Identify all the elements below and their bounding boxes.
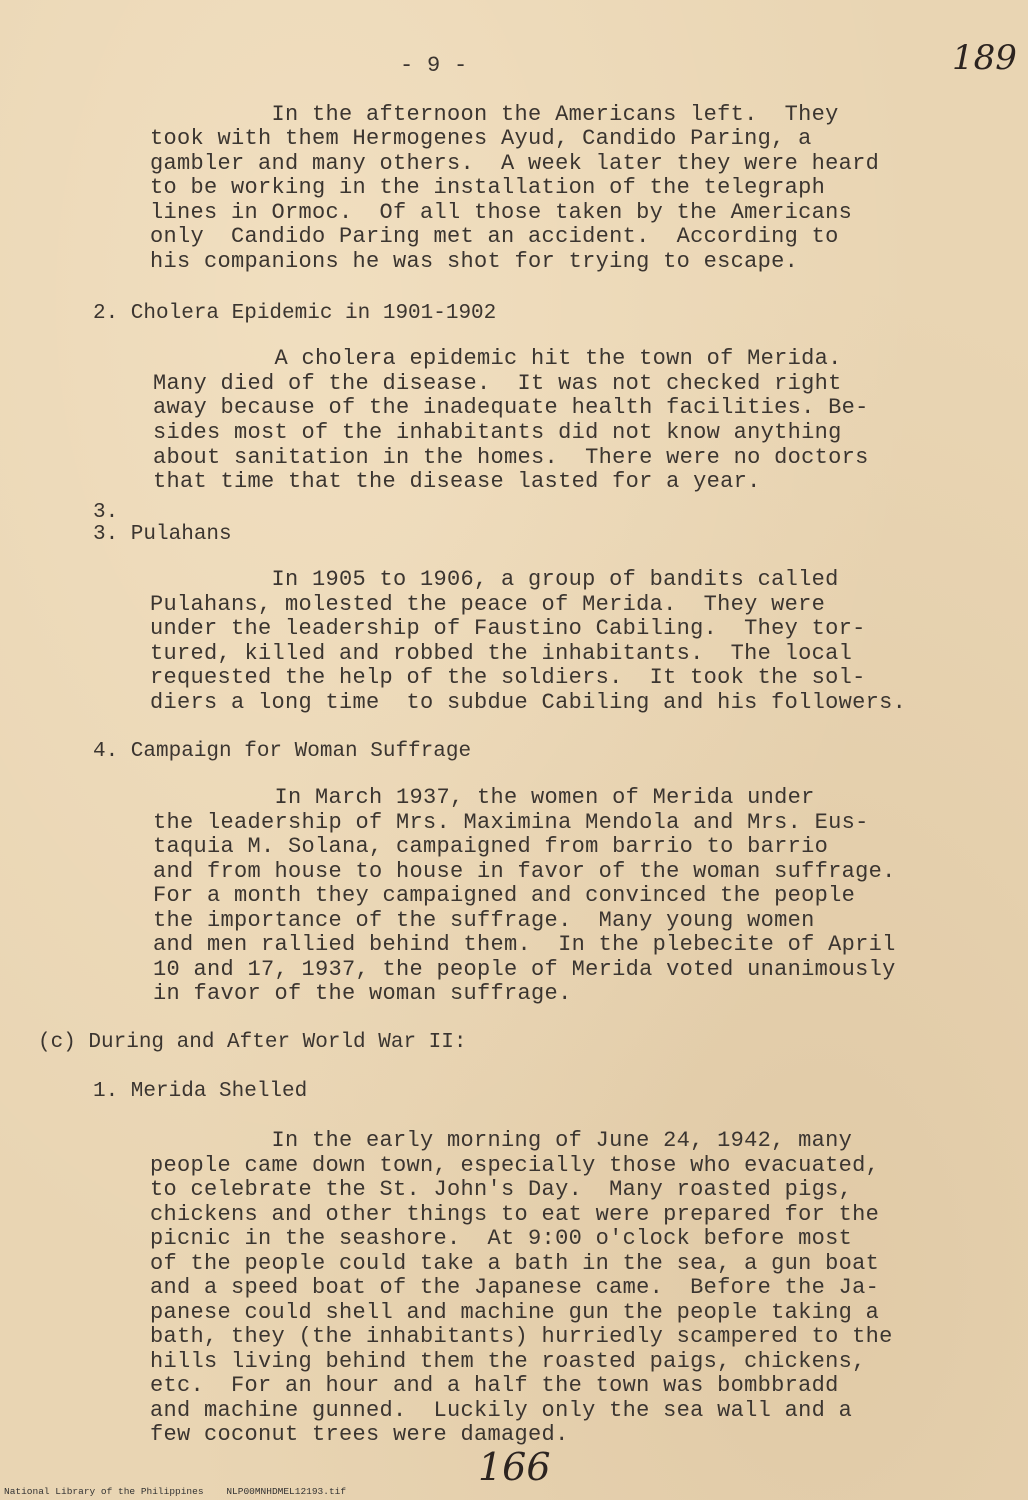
text-line: of the people could take a bath in the sea, a gun boat [150,1251,880,1276]
text-line: etc. For an hour and a half the town was bombbradd [150,1373,839,1398]
text-line: 10 and 17, 1937, the people of Merida voted unanimously [153,957,896,982]
text-line: people came down town, especially those who evacuated, [150,1153,880,1178]
text-line: about sanitation in the homes. There were no doctors [153,445,869,470]
text-line: the leadership of Mrs. Maximina Mendola and Mrs. Eus- [153,810,869,835]
text-line: picnic in the seashore. At 9:00 o'clock before most [150,1226,853,1251]
text-line: In 1905 to 1906, a group of bandits called [150,567,839,592]
text-line: A cholera epidemic hit the town of Merida. [153,346,842,371]
text-line: away because of the inadequate health facilities. Be- [153,395,869,420]
page-number: - 9 - [400,53,468,78]
text-line: his companions he was shot for trying to escape. [150,249,799,274]
text-line: the importance of the suffrage. Many young women [153,908,815,933]
text-line: diers a long time to subdue Cabiling and his followers. [150,690,907,715]
handwritten-archive-number: 166 [478,1445,551,1489]
text-line: that time that the disease lasted for a year. [153,469,761,494]
text-line: For a month they campaigned and convinced the people [153,883,856,908]
part-heading: (c) During and After World War II: [38,1031,467,1054]
text-line: and from house to house in favor of the woman suffrage. [153,859,896,884]
section-heading: 4. Campaign for Woman Suffrage [93,740,472,763]
section-heading: 3. Pulahans [93,523,232,546]
section-heading: 1. Merida Shelled [93,1080,308,1103]
text-line: chickens and other things to eat were prepared for the [150,1202,880,1227]
text-line: in favor of the woman suffrage. [153,981,572,1006]
text-line: In March 1937, the women of Merida under [153,785,815,810]
text-line: gambler and many others. A week later they were heard [150,151,880,176]
text-line: took with them Hermogenes Ayud, Candido Paring, a [150,126,812,151]
text-line: sides most of the inhabitants did not know anything [153,420,842,445]
text-line: taquia M. Solana, campaigned from barrio to barrio [153,834,829,859]
text-line: Pulahans, molested the peace of Merida. They were [150,592,826,617]
text-line: requested the help of the soldiers. It took the sol- [150,665,866,690]
stray-number: 3. [93,501,119,524]
text-line: under the leadership of Faustino Cabiling. They tor- [150,616,866,641]
text-line: and a speed boat of the Japanese came. Before the Ja- [150,1275,880,1300]
text-line: to celebrate the St. John's Day. Many roasted pigs, [150,1177,853,1202]
section-heading: 2. Cholera Epidemic in 1901-1902 [93,302,497,325]
footer-caption: National Library of the Philippines NLP00MNHDMEL12193.tif [4,1486,347,1497]
text-line: Many died of the disease. It was not checked right [153,371,842,396]
text-line: bath, they (the inhabitants) hurriedly scampered to the [150,1324,893,1349]
handwritten-page-number: 189 [952,38,1017,78]
text-line: In the early morning of June 24, 1942, many [150,1128,853,1153]
text-line: hills living behind them the roasted paigs, chickens, [150,1349,866,1374]
text-line: few coconut trees were damaged. [150,1422,569,1447]
text-line: panese could shell and machine gun the people taking a [150,1300,880,1325]
text-line: tured, killed and robbed the inhabitants. The local [150,641,853,666]
text-line: to be working in the installation of the telegraph [150,175,826,200]
text-line: only Candido Paring met an accident. According to [150,224,839,249]
text-line: lines in Ormoc. Of all those taken by the Americans [150,200,853,225]
text-line: In the afternoon the Americans left. They [150,102,839,127]
text-line: and men rallied behind them. In the plebecite of April [153,932,896,957]
text-line: and machine gunned. Luckily only the sea wall and a [150,1398,853,1423]
